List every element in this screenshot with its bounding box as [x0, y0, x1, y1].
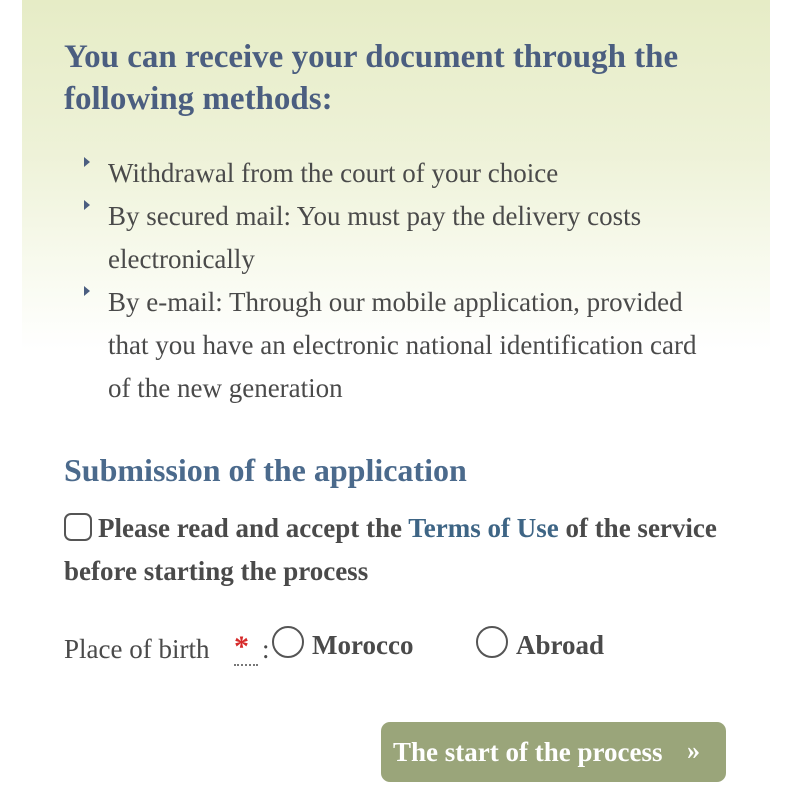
- methods-title: You can receive your document through the following methods:: [64, 39, 679, 117]
- submission-title: Submission of the application: [64, 452, 467, 488]
- terms-row: [64, 507, 744, 593]
- list-item: [64, 152, 704, 195]
- methods-list: [64, 152, 704, 410]
- method-text: Withdrawal from the court of your choice: [108, 158, 559, 188]
- start-process-button[interactable]: [381, 722, 726, 782]
- radio-abroad[interactable]: [476, 626, 508, 658]
- double-chevron-right-icon: »: [687, 736, 700, 765]
- list-item: [64, 281, 704, 410]
- terms-checkbox[interactable]: [64, 513, 92, 541]
- radio-label-morocco[interactable]: Morocco: [312, 630, 414, 660]
- required-mark: *: [234, 630, 249, 663]
- list-item: [64, 195, 704, 281]
- start-process-label: The start of the process: [393, 737, 663, 767]
- label-colon: :: [262, 634, 270, 664]
- terms-prefix: Please read and accept the: [98, 513, 409, 543]
- triangle-bullet-icon: [84, 286, 90, 296]
- radio-label-abroad[interactable]: Abroad: [516, 630, 605, 660]
- terms-suffix: of the service before starting the process: [64, 513, 717, 586]
- radio-morocco[interactable]: [272, 626, 304, 658]
- triangle-bullet-icon: [84, 200, 90, 210]
- triangle-bullet-icon: [84, 157, 90, 167]
- method-text: By e-mail: Through our mobile application, provided that you have an electronic national identification card of the new generation: [108, 287, 697, 403]
- method-text: By secured mail: You must pay the delivery costs electronically: [108, 201, 642, 274]
- place-of-birth-label: Place of birth: [64, 634, 210, 664]
- required-underline: [234, 664, 258, 666]
- place-of-birth-row: [64, 622, 744, 672]
- terms-of-use-link[interactable]: Terms of Use: [408, 513, 559, 543]
